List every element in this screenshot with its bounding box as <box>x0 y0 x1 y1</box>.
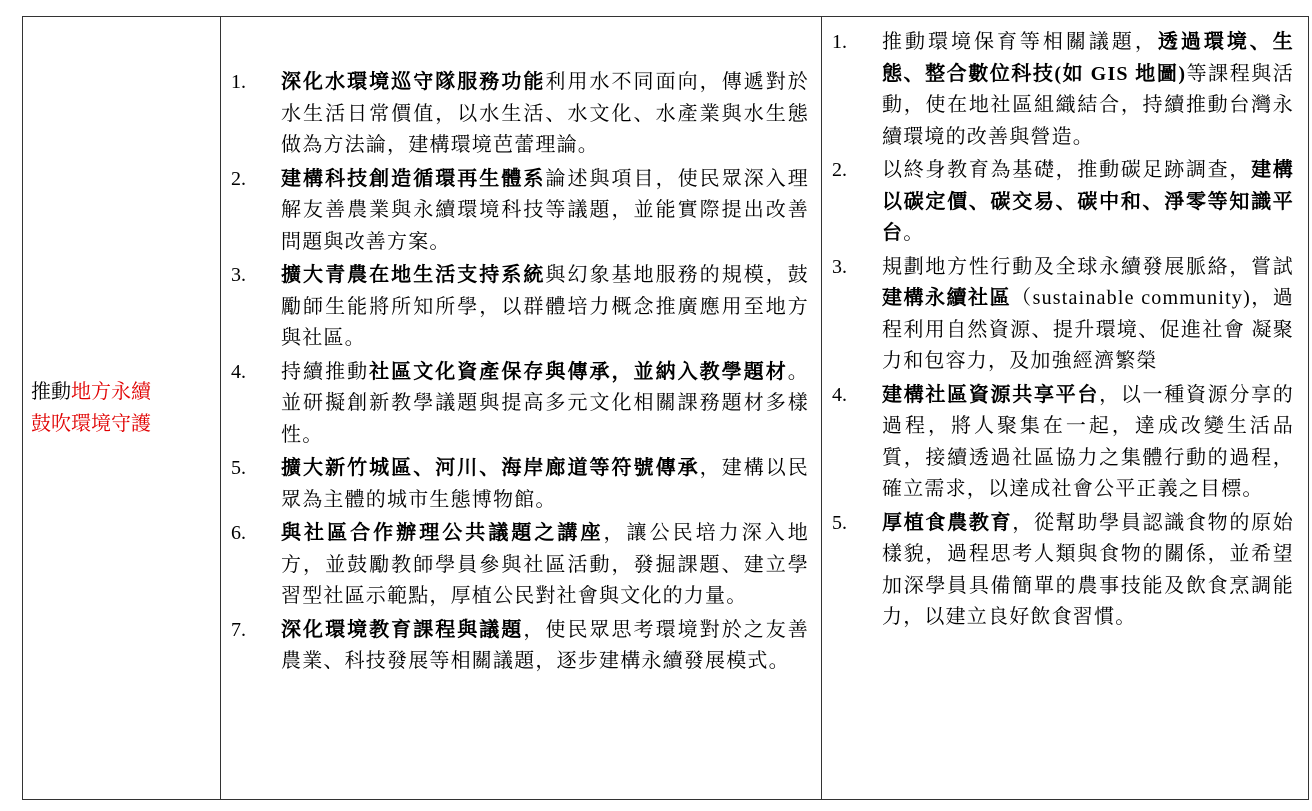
item-text <box>281 164 809 259</box>
list-item <box>231 518 809 613</box>
list-item <box>231 453 809 516</box>
list-item <box>832 27 1294 153</box>
bold-text: 擴大新竹城區、河川、海岸廊道等符號傳承 <box>281 457 700 479</box>
item-number: 6. <box>231 522 246 544</box>
item-number: 7. <box>231 618 246 641</box>
goals-cell <box>822 17 1309 800</box>
goals-list <box>822 17 1308 634</box>
list-item <box>832 155 1294 250</box>
text-segment: 利用水不同面向，傳遞對於水生活日常價值，以水生活、水文化、水產業與水生態做為方法論，建構環境芭蕾理論。 <box>281 71 809 156</box>
item-text <box>281 518 809 613</box>
item-number: 3. <box>832 255 847 278</box>
item-number: 5. <box>832 511 847 534</box>
text-segment: ，從幫助學員認識食物的原始樣貌，過程思考人類與食物的關係，並希望加深學員具備簡單的農事技能及飲食烹調能力，以建立良好飲食習慣。 <box>882 511 1294 628</box>
text-segment: 推動環境保育等相關議題， <box>882 31 1158 53</box>
text-segment: 與幻象基地服務的規模，鼓勵師生能將所知所學，以群體培力概念推廣應用至地方與社區。 <box>281 264 809 349</box>
bold-text: 透過環境、生態、整合數位科技(如 GIS 地圖) <box>882 31 1294 85</box>
text-segment: ，以一種資源分享的過程，將人聚集在一起，達成改變生活品質，接續透過社區協力之集體行動的過程，確立需求，以達成社會公平正義之目標。 <box>882 383 1294 500</box>
item-text <box>882 27 1294 153</box>
table-row <box>23 17 1309 800</box>
bold-text: 社區文化資產保存與傳承，並納入教學題材 <box>369 360 788 383</box>
text-segment: 等課程與活動，使在地社區組織結合，持續推動台灣永續環境的改善與營造。 <box>882 62 1295 148</box>
bold-text: 建構永續社區 <box>882 287 1012 309</box>
text-segment: 持續推動 <box>281 360 370 383</box>
text-segment: 以終身教育為基礎，推動碳足跡調查， <box>882 159 1252 181</box>
bold-text: 厚植食農教育 <box>882 511 1013 534</box>
item-number: 4. <box>832 383 847 406</box>
item-text <box>882 508 1294 634</box>
item-text <box>882 155 1294 250</box>
text-segment: ，建構以民眾為主體的城市生態博物館。 <box>281 457 809 511</box>
text-segment: （sustainable community)，過程利用自然資源、提升環境、促進社會 凝聚力和包容力，及加強經濟繁榮 <box>882 287 1294 372</box>
item-text <box>281 260 809 355</box>
item-text <box>281 453 809 516</box>
category-cell <box>23 17 221 800</box>
item-text <box>281 615 809 678</box>
text-segment: ，使民眾思考環境對於之友善農業、科技發展等相關議題，逐步建構永續發展模式。 <box>281 618 810 672</box>
item-text <box>882 252 1294 378</box>
list-item <box>832 380 1294 506</box>
list-item <box>231 164 809 259</box>
category-highlight-2: 鼓吹環境守護 <box>31 413 151 435</box>
category-prefix: 推動 <box>31 381 71 403</box>
list-item <box>832 252 1294 378</box>
list-item <box>231 615 809 678</box>
item-text <box>882 380 1294 506</box>
bold-text: 建構科技創造循環再生體系 <box>281 167 546 190</box>
item-number: 3. <box>231 264 246 286</box>
bold-text: 建構社區資源共享平台 <box>882 383 1100 406</box>
item-text <box>281 67 809 162</box>
item-text <box>281 357 809 452</box>
list-item <box>231 67 809 162</box>
action-items-cell <box>221 17 822 800</box>
bold-text: 深化環境教育課程與議題 <box>281 618 524 641</box>
text-segment: 論述與項目，使民眾深入理解友善農業與永續環境科技等議題，並能實際提出改善問題與改善方案。 <box>281 167 809 253</box>
item-number: 1. <box>231 71 246 93</box>
bold-text: 與社區合作辦理公共議題之講座 <box>281 522 604 544</box>
list-item <box>231 357 809 452</box>
item-number: 4. <box>231 360 246 383</box>
action-items-list <box>221 17 821 678</box>
item-number: 5. <box>231 457 246 479</box>
item-number: 2. <box>832 159 847 181</box>
bold-text: 深化水環境巡守隊服務功能 <box>281 71 546 93</box>
item-number: 1. <box>832 31 847 53</box>
category-highlight-1: 地方永續 <box>71 381 151 403</box>
bold-text: 擴大青農在地生活支持系統 <box>281 264 546 286</box>
text-segment: 。並研擬創新教學議題與提高多元文化相關課務題材多樣性。 <box>281 360 809 446</box>
text-segment: 。 <box>903 222 925 244</box>
bold-text: 建構以碳定價、碳交易、碳中和、淨零等知識平台 <box>882 159 1294 244</box>
strategy-table <box>22 16 1309 800</box>
list-item <box>832 508 1294 634</box>
item-number: 2. <box>231 167 246 190</box>
text-segment: 規劃地方性行動及全球永續發展脈絡，嘗試 <box>882 255 1294 278</box>
list-item <box>231 260 809 355</box>
text-segment: ，讓公民培力深入地方，並鼓勵教師學員參與社區活動，發掘課題、建立學習型社區示範點，厚植公民對社會與文化的力量。 <box>281 522 809 607</box>
